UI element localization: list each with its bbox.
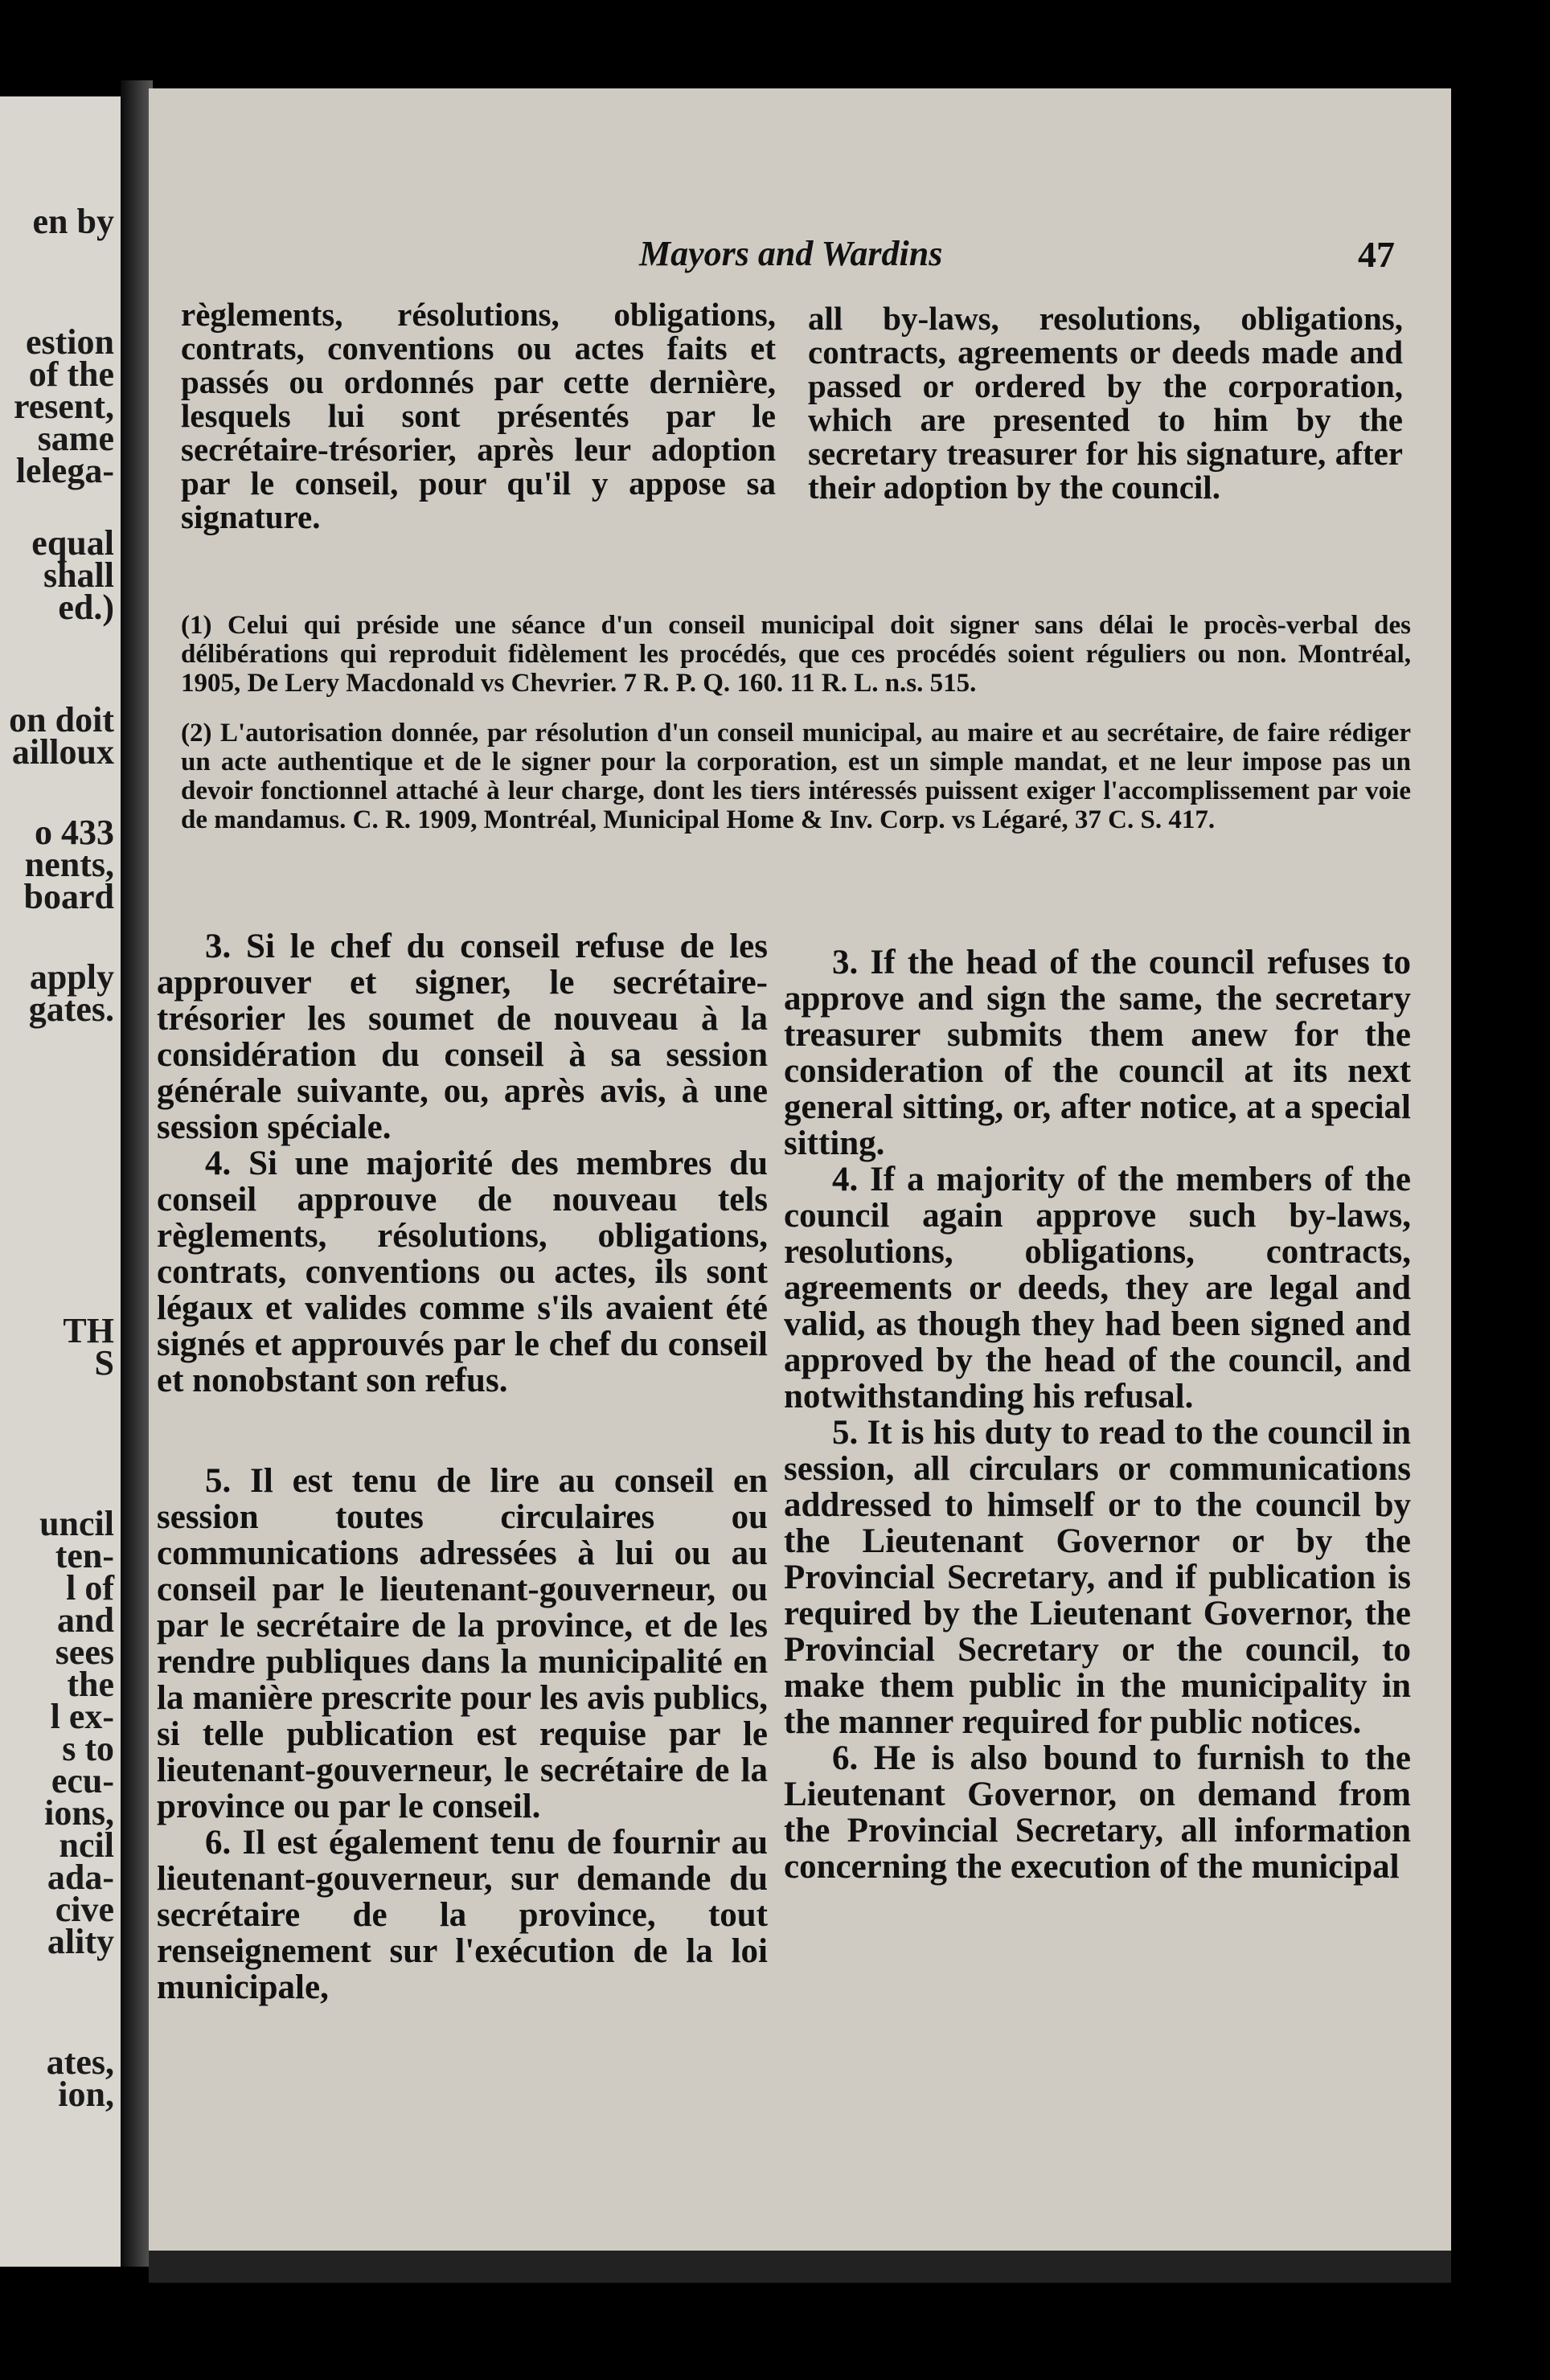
margin-fragment: ncil (59, 1825, 114, 1865)
margin-fragment: ed.) (58, 588, 114, 627)
page-header (149, 233, 1451, 281)
margin-fragment: ten- (55, 1536, 114, 1575)
margin-fragment: lelega- (15, 451, 114, 490)
margin-fragment: en by (32, 202, 114, 241)
english-section-4: 4. If a majority of the members of the council again approve such by-laws, resolutions, obligations, contracts, agreements or deeds, they are legal and valid, as though they had been signed and approved by the head of the council, and notwithstanding his refusal. (784, 1161, 1411, 1415)
margin-fragment: ailloux (11, 732, 114, 772)
page-number: 47 (1358, 234, 1395, 275)
margin-fragment: ions, (44, 1793, 114, 1833)
french-section-4: 4. Si une majorité des membres du conseil approuve de nouveau tels règlements, résolutions, obligations, contrats, conventions ou actes, ils sont légaux et valides comme s'ils avaient été signés et approuvés par le chef du conseil et nonobstant son refus. (157, 1145, 768, 1399)
margin-fragment: ion, (58, 2075, 114, 2114)
margin-fragment: TH (63, 1311, 114, 1350)
margin-fragment: l of (66, 1568, 114, 1608)
footnotes (181, 611, 1411, 855)
french-section-6: 6. Il est également tenu de fournir au lieutenant-gouverneur, sur demande du secrétaire de la province, tout renseignement sur l'exécution de la loi municipale, (157, 1824, 768, 2006)
margin-fragment: the (67, 1665, 114, 1704)
margin-fragment: apply (29, 957, 114, 997)
english-column (784, 944, 1411, 1885)
french-paragraph: règlements, résolutions, obligations, contrats, conventions ou actes faits et passés ou ordonnés par cette dernière, lesquels lui sont présentés par le secrétaire-trésorier, après leur adoption par le conseil, pour qu'il y appose sa signature. (181, 296, 776, 535)
french-section-3: 3. Si le chef du conseil refuse de les approuver et signer, le secrétaire-trésorier les soumet de nouveau à la considération du conseil à sa session générale suivante, ou, après avis, à une session spéciale. (157, 928, 768, 1146)
margin-fragment: gates. (28, 989, 114, 1029)
margin-fragment: ecu- (51, 1761, 114, 1800)
running-head: Mayors and Wardins (639, 234, 943, 273)
margin-fragment: S (94, 1343, 114, 1383)
english-column-top (808, 301, 1403, 504)
margin-fragment: equal (31, 523, 114, 563)
margin-fragment: estion (26, 322, 114, 362)
margin-fragment: ada- (47, 1858, 114, 1897)
footnote: (2) L'autorisation donnée, par résolution d'un conseil municipal, au maire et au secrétaire, de faire rédiger un acte authentique et de le signer pour la corporation, est un simple mandat, et ne leur impose pas un devoir fonctionnel attaché à leur charge, dont les tiers intéressés puissent exiger l'accomplissement par voie de mandamus. C. R. 1909, Montréal, Municipal Home & Inv. Corp. vs Légaré, 37 C. S. 417. (181, 719, 1411, 834)
page-bottom-edge (149, 2251, 1451, 2283)
margin-fragment: o 433 (35, 813, 114, 852)
english-paragraph: all by-laws, resolutions, obligations, contracts, agreements or deeds made and passed or ordered by the corporation, which are presented to him by the secretary treasurer for his signature, after their adoption by the council. (808, 300, 1403, 506)
footnote: (1) Celui qui préside une séance d'un conseil municipal doit signer sans délai le procès-verbal des délibérations qui reproduit fidèlement les procédés, que ces procédés soient réguliers ou non. Montréal, 1905, De Lery Macdonald vs Chevrier. 7 R. P. Q. 160. 11 R. L. n.s. 515. (181, 611, 1411, 698)
french-section-5: 5. Il est tenu de lire au conseil en session toutes circulaires ou communications adressées à lui ou au conseil par le lieutenant-gouverneur, ou par le secrétaire de la province, et de les rendre publiques dans la municipalité en la manière prescrite pour les avis publics, si telle publication est requise par le lieutenant-gouverneur, le secrétaire de la province ou par le conseil. (157, 1462, 768, 1825)
margin-fragment: nents, (24, 845, 114, 884)
margin-fragment: board (23, 877, 114, 916)
margin-fragment: ates, (46, 2042, 114, 2082)
margin-fragment: on doit (9, 700, 114, 739)
book-gutter (121, 80, 153, 2267)
margin-fragment: and (57, 1600, 114, 1640)
english-section-3: 3. If the head of the council refuses to approve and sign the same, the secretary treasurer submits them anew for the consideration of the council at its next general sitting, or, after notice, at a special sitting. (784, 944, 1411, 1162)
french-column (157, 928, 768, 2005)
margin-fragment: ality (47, 1922, 114, 1961)
english-section-6: 6. He is also bound to furnish to the Lieutenant Governor, on demand from the Provincial Secretary, all information concerning the execution of the municipal (784, 1739, 1411, 1886)
english-section-5: 5. It is his duty to read to the council in session, all circulars or communications addressed to himself or to the council by the Lieutenant Governor or by the Provincial Secretary, and if publication is required by the Lieutenant Governor, the Provincial Secretary or the council, to make them public in the municipality in the manner required for public notices. (784, 1414, 1411, 1741)
margin-fragment: cive (55, 1890, 114, 1929)
facing-page-fragment (0, 96, 121, 2267)
margin-fragment: sees (55, 1632, 114, 1672)
margin-fragment: l ex- (50, 1697, 114, 1736)
french-column-top (181, 297, 776, 534)
margin-fragment: s to (62, 1729, 114, 1768)
margin-fragment: same (37, 419, 114, 458)
margin-fragment: of the (28, 354, 114, 394)
margin-fragment: resent, (13, 387, 114, 426)
margin-fragment: shall (43, 555, 114, 595)
book-page (149, 88, 1451, 2251)
margin-fragment: uncil (39, 1504, 114, 1543)
